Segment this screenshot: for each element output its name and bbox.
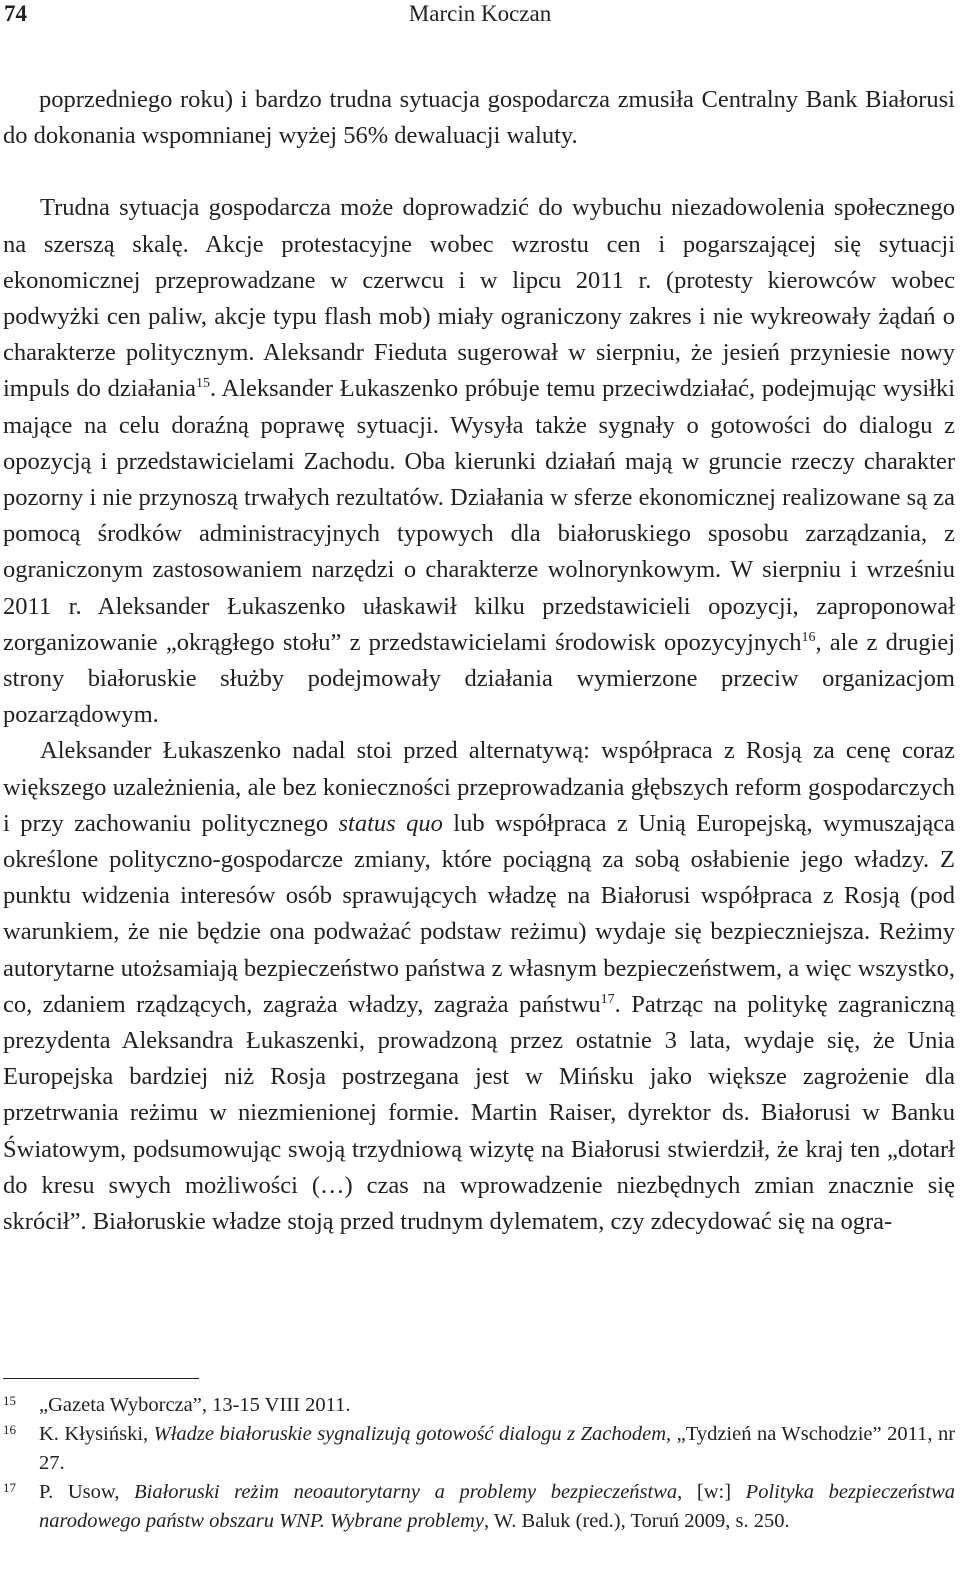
text-run: , W. Baluk (red.), Toruń 2009, s. 250. bbox=[483, 1510, 790, 1532]
footnote-text bbox=[39, 1420, 955, 1478]
footnote-number: 16 bbox=[3, 1422, 16, 1437]
main-text bbox=[3, 82, 955, 1240]
text-run: poprzedniego roku) i bardzo trudna sytuacja gospodarcza zmusiła Centralny Bank Białorusi do dokonania wspomnianej wyżej 56% dewaluacji waluty. bbox=[3, 86, 955, 150]
footnote bbox=[3, 1478, 955, 1536]
paragraph bbox=[3, 190, 955, 733]
italic-text: Władze białoruskie sygnalizują gotowość dialogu z Zachodem, bbox=[153, 1423, 672, 1445]
footnote-separator bbox=[3, 1378, 199, 1379]
footnote-text bbox=[39, 1391, 955, 1420]
text-run: K. Kłysiński, bbox=[39, 1423, 154, 1445]
footnote-reference: 15 bbox=[196, 376, 211, 392]
footnote-reference: 17 bbox=[600, 991, 615, 1007]
page-header bbox=[0, 0, 960, 34]
footnotes bbox=[3, 1391, 955, 1536]
page-number: 74 bbox=[4, 1, 27, 26]
footnote-reference: 16 bbox=[801, 629, 816, 645]
text-run: , [w:] bbox=[677, 1481, 746, 1503]
text-run: Trudna sytuacja gospodarcza może doprowadzić do wybuchu niezadowolenia społecznego na szerszą skalę. Akcje protestacyjne wobec wzrostu cen i pogarszającej się sytuacji ekonomicznej przeprowadzane w czerwcu i w lipcu 2011 r. (protesty kierowców wobec podwyżki cen paliw, akcje typu flash mob) miały ograniczony zakres i nie wykreowały żądań o charakterze politycznym. Aleksandr Fieduta sugerował w sierpniu, że jesień przyniesie nowy impuls do działania bbox=[3, 194, 955, 403]
text-run: „Gazeta Wyborcza”, 13-15 VIII 2011. bbox=[39, 1394, 351, 1416]
text-run: Aleksander Łukaszenko nadal stoi przed alternatywą: współpraca z Rosją za cenę coraz większego uzależnienia, ale bez konieczności przeprowadzania głębszych reform gospodarczych i przy zachowaniu politycznego bbox=[3, 737, 955, 837]
footnote bbox=[3, 1391, 955, 1420]
running-head-author: Marcin Koczan bbox=[408, 1, 552, 26]
italic-text: status quo bbox=[338, 809, 443, 837]
text-run: . Aleksander Łukaszenko próbuje temu przeciwdziałać, podejmując wysiłki mające na celu doraźną poprawę sytuacji. Wysyła także sygnały o gotowości do dialogu z opozycją i przedstawicielami Zachodu. Oba kierunki działań mają w gruncie rzeczy charakter pozorny i nie przynoszą trwałych rezultatów. Działania w sferze ekonomicznej realizowane są za pomocą środków administracyjnych typowych dla białoruskiego sposobu zarządzania, z ograniczonym zastosowaniem narzędzi o charakterze wolnorynkowym. W sierpniu i wrześniu 2011 r. Aleksander Łukaszenko ułaskawił kilku przedstawicieli opozycji, zaproponował zorganizowanie „okrągłego stołu” z przedstawicielami środowisk opozycyjnych bbox=[3, 375, 956, 656]
text-run: „Tydzień na Wschodzie” 2011, nr 27. bbox=[39, 1423, 956, 1474]
text-run: P. Usow, bbox=[39, 1481, 135, 1503]
paragraph bbox=[3, 82, 955, 154]
paragraph bbox=[3, 733, 955, 1240]
italic-text: Polityka bezpieczeństwa narodowego państw obszaru WNP. Wybrane problemy bbox=[39, 1481, 955, 1532]
footnote-number: 15 bbox=[3, 1393, 16, 1408]
italic-text: Białoruski reżim neoautorytarny a problemy bezpieczeństwa bbox=[134, 1481, 678, 1503]
text-run: . Patrząc na politykę zagraniczną prezydenta Aleksandra Łukaszenki, prowadzoną przez ostatnie 3 lata, wydaje się, że Unia Europejska bardziej niż Rosja postrzegana jest w Mińsku jako większe zagrożenie dla przetrwania reżimu w niezmienionej formie. Martin Raiser, dyrektor ds. Białorusi w Banku Światowym, podsumowując swoją trzydniową wizytę na Białorusi stwierdził, że kraj ten „dotarł do kresu swych możliwości (…) czas na wprowadzenie niezbędnych zmian znacznie się skrócił”. Białoruskie władze stoją przed trudnym dylematem, czy zdecydować się na ogra- bbox=[3, 990, 955, 1236]
footnote bbox=[3, 1420, 955, 1478]
footnote-text bbox=[39, 1478, 955, 1536]
footnote-number: 17 bbox=[3, 1480, 16, 1495]
text-run: , ale z drugiej strony białoruskie służby podejmowały działania wymierzone przeciw organizacjom pozarządowym. bbox=[3, 628, 955, 729]
text-run: lub współpraca z Unią Europejską, wymuszająca określone polityczno-gospodarcze zmiany, które pociągną za sobą osłabienie jego władzy. Z punktu widzenia interesów osób sprawujących władzę na Białorusi współpraca z Rosją (pod warunkiem, że nie będzie ona podważać podstaw reżimu) wydaje się bezpieczniejsza. Reżimy autorytarne utożsamiają bezpieczeństwo państwa z własnym bezpieczeństwem, a więc wszystko, co, zdaniem rządzących, zagraża władzy, zagraża państwu bbox=[3, 809, 955, 1018]
